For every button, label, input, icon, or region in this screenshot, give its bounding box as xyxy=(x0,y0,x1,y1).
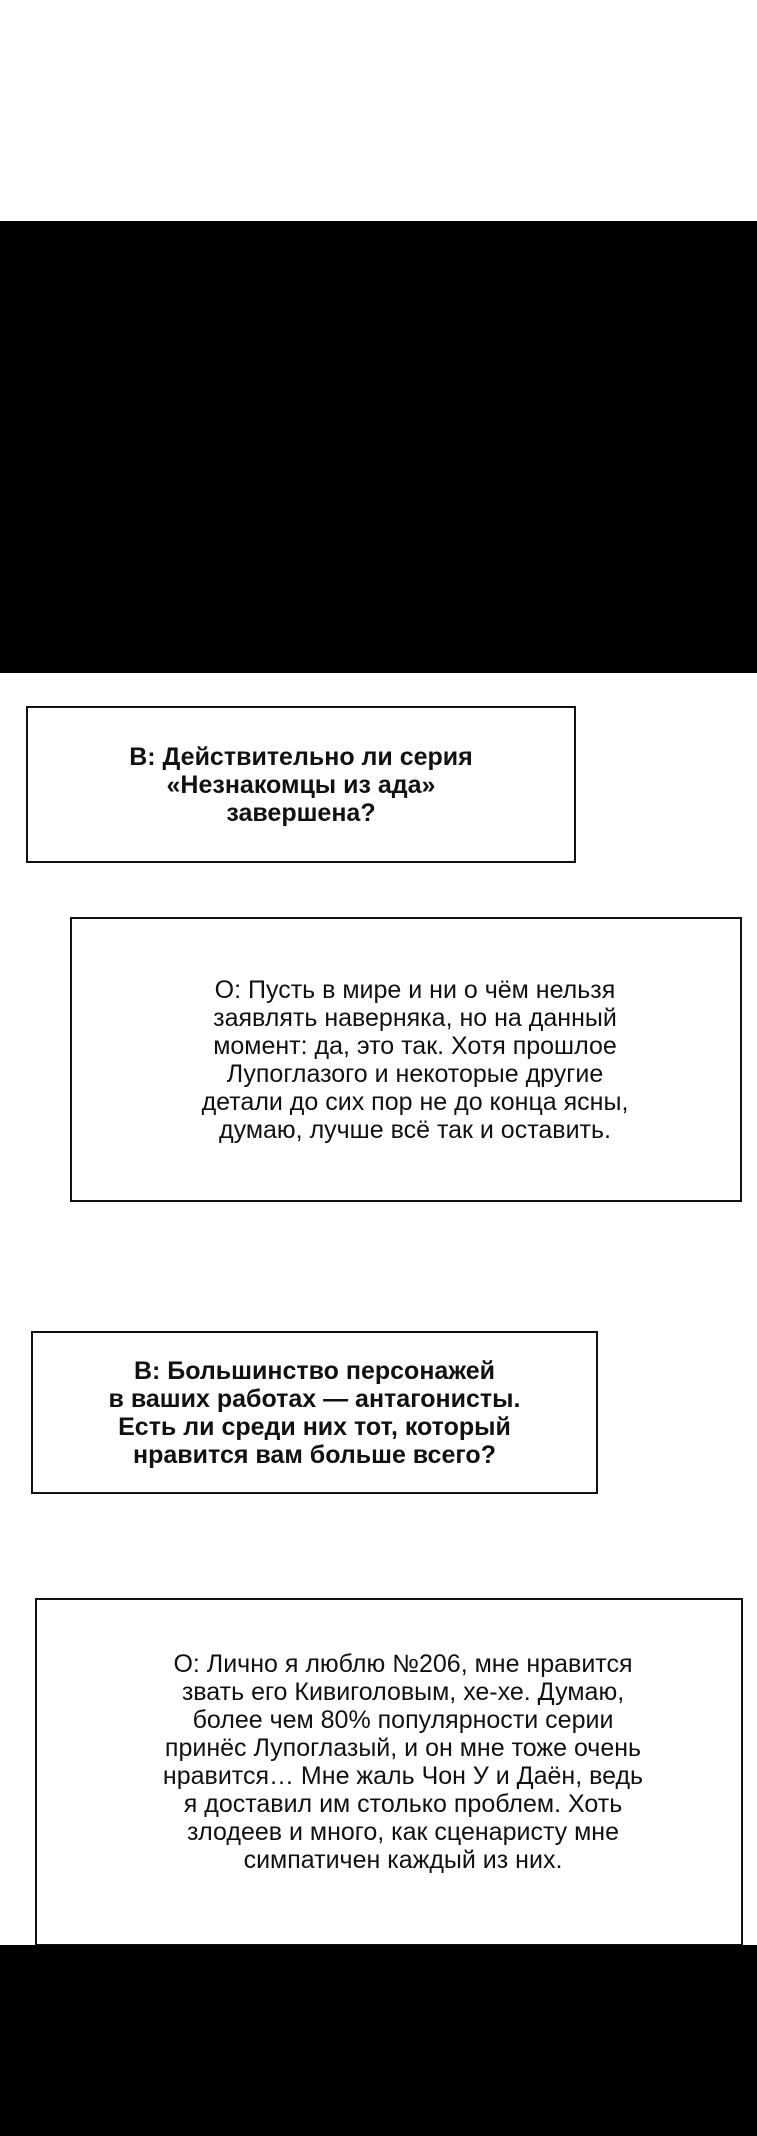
black-panel-bottom xyxy=(0,1945,757,2136)
black-panel-top xyxy=(0,221,757,673)
answer-text-1: О: Пусть в мире и ни о чём нельзя заявлять наверняка, но на данный момент: да, это так. Хотя прошлое Лупоглазого и некоторые другие детали до сих пор не до конца ясны, думаю, лучше всё так и оставить. xyxy=(201,975,629,1144)
answer-box-2 xyxy=(35,1598,743,1946)
question-box-1 xyxy=(26,706,576,863)
question-text-1: В: Действительно ли серия «Незнакомцы из ада» завершена? xyxy=(129,742,473,827)
question-text-2: В: Большинство персонажей в ваших работах — антагонисты. Есть ли среди них тот, который нравится вам больше всего? xyxy=(108,1356,521,1469)
question-box-2 xyxy=(31,1331,598,1494)
answer-text-2: О: Лично я люблю №206, мне нравится звать его Кивиголовым, хе-хе. Думаю, более чем 80% популярности серии принёс Лупоглазый, и он мне тоже очень нравится… Мне жаль Чон У и Даён, ведь я доставил им столько проблем. Хоть злодеев и много, как сценаристу мне симпатичен каждый из них. xyxy=(162,1650,644,1874)
answer-box-1 xyxy=(70,917,742,1202)
